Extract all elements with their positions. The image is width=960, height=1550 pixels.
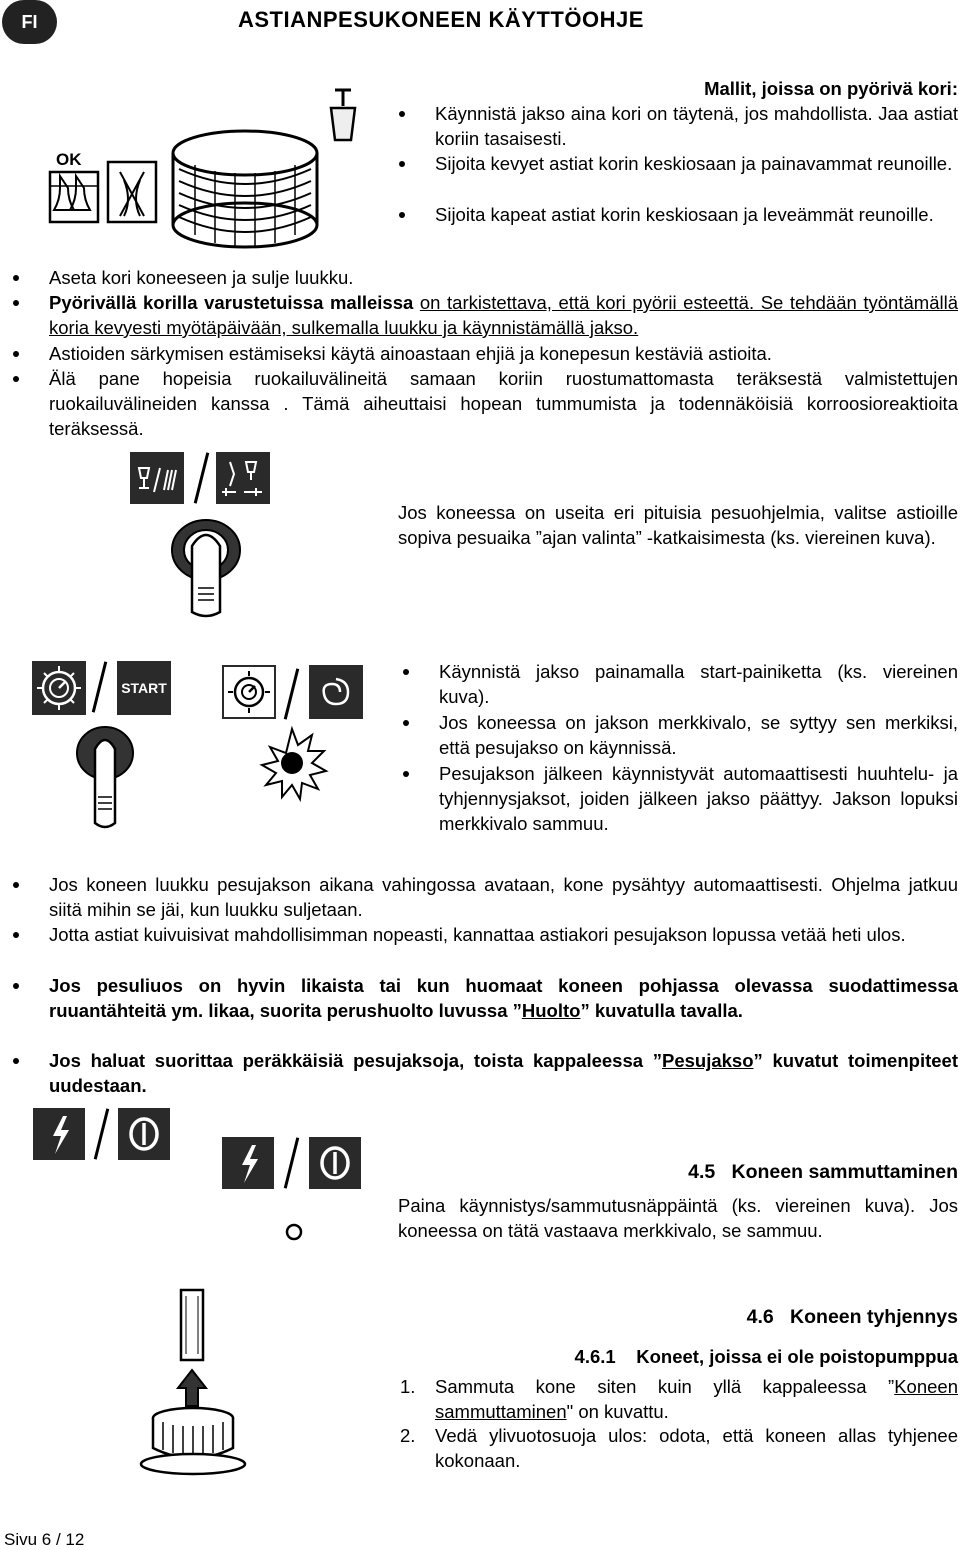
underlined-text: on tarkistettava, että kori pyörii esteettä. Se tehdään työntämällä koria kevyesti myötäpäivään, sulkemalla luukku ja käynnistämällä jakso. <box>49 292 958 338</box>
section-title: Koneen tyhjennys <box>790 1306 958 1328</box>
start-button-icon <box>117 661 171 715</box>
list-item-text: Käynnistä jakso painamalla start-painiketta (ks. viereinen kuva). <box>439 661 958 707</box>
list-item <box>13 973 958 1023</box>
note-text: Jos haluat suorittaa peräkkäisiä pesujaksoja, toista kappaleessa ” <box>49 1050 662 1071</box>
section-number: 4.5 <box>688 1161 716 1183</box>
cup-icon <box>325 84 361 146</box>
power-button-icon-2 <box>309 1137 361 1189</box>
list-item-text: Sijoita kevyet astiat korin keskiosaan ja painavammat reunoille. <box>435 153 953 174</box>
section-number: 4.6 <box>746 1306 774 1328</box>
indicator-light-off-icon <box>284 1222 304 1242</box>
rotary-knob-icon <box>168 518 244 618</box>
step-text: Vedä ylivuotosuoja ulos: odota, että koneen allas tyhjenee kokonaan. <box>435 1425 958 1471</box>
push-button-finger-icon <box>75 725 135 835</box>
rotating-basket-illustration <box>165 125 325 250</box>
list-item <box>13 1048 958 1098</box>
list-item <box>403 761 958 836</box>
step-text <box>435 1374 958 1424</box>
program-dial-icon <box>32 661 86 715</box>
program-dial-icon-2 <box>222 665 276 719</box>
list-item <box>13 366 958 441</box>
power-lightning-icon-2 <box>222 1137 274 1189</box>
divider-slash <box>94 1108 109 1159</box>
list-item <box>399 101 958 151</box>
list-item <box>13 872 958 922</box>
start-label: START <box>121 680 167 696</box>
list-item-text <box>49 973 958 1023</box>
list-item <box>13 265 958 290</box>
section-4-5-heading <box>560 1160 958 1185</box>
ok-label: OK <box>56 150 82 169</box>
cycle-indicator-icon <box>309 665 363 719</box>
list-item-text: Pesujakson jälkeen käynnistyvät automaattisesti huuhtelu- ja tyhjennysjaksot, joiden jälkeen jakso päättyy. Jakson lopuksi merkkivalo sammuu. <box>439 763 958 834</box>
ok-glasses-illustration <box>48 152 160 224</box>
note-text: ” kuvatulla tavalla. <box>580 1000 743 1021</box>
section-4-5-text: Paina käynnistys/sammutusnäppäintä (ks. viereinen kuva). Jos koneessa on tätä vastaava merkkivalo, se sammuu. <box>398 1195 958 1241</box>
power-lightning-icon <box>33 1108 85 1160</box>
program-select-text: Jos koneessa on useita eri pituisia pesuohjelmia, valitse astioille sopiva pesuaika ”ajan valinta” -katkaisimesta (ks. viereinen kuva). <box>398 502 958 548</box>
section-title: Koneen sammuttaminen <box>731 1161 958 1183</box>
step-text-part: " on kuvattu. <box>566 1401 669 1422</box>
list-item <box>399 202 958 227</box>
numbered-step <box>400 1374 958 1424</box>
list-item-text: Astioiden särkymisen estämiseksi käytä ainoastaan ehjiä ja konepesun kestäviä astioita. <box>49 343 772 364</box>
step-number: 2. <box>400 1425 416 1446</box>
section-4-6-heading <box>560 1305 958 1330</box>
list-item-text: Jotta astiat kuivuisivat mahdollisimman nopeasti, kannattaa astiakori pesujakson lopussa vetää heti ulos. <box>49 924 906 945</box>
section-4-6-1-heading <box>500 1344 958 1369</box>
list-item-text: Käynnistä jakso aina kori on täytenä, jos mahdollista. Jaa astiat koriin tasaisesti. <box>435 103 958 149</box>
pesujakso-link[interactable]: Pesujakso <box>662 1050 754 1071</box>
list-item <box>13 290 958 340</box>
page-number: Sivu 6 / 12 <box>4 1530 85 1549</box>
numbered-step <box>400 1423 958 1473</box>
list-item <box>399 151 958 176</box>
step-text-part: Sammuta kone siten kuin yllä kappaleessa ” <box>435 1376 895 1397</box>
divider-slash <box>92 661 107 712</box>
divider-slash <box>194 452 209 503</box>
rotating-basket-heading: Mallit, joissa on pyörivä kori: <box>704 78 958 99</box>
huolto-link[interactable]: Huolto <box>521 1000 581 1021</box>
list-item-text: Aseta kori koneeseen ja sulje luukku. <box>49 267 354 288</box>
list-item-text: Jos koneessa on jakson merkkivalo, se syttyy sen merkiksi, että pesujakso on käynnissä. <box>439 712 958 758</box>
bold-text: Pyörivällä korilla varustetuissa malleissa <box>49 292 414 313</box>
step-number: 1. <box>400 1376 416 1397</box>
intensive-program-icon <box>216 452 270 504</box>
list-item <box>13 341 958 366</box>
power-button-icon <box>118 1108 170 1160</box>
note-text: Jos pesuliuos on hyvin likaista tai kun huomaat koneen pohjassa olevassa suodattimessa ruuantähteitä ym. likaa, suorita perushuolto luvussa ” <box>49 975 958 1021</box>
list-item <box>13 922 958 947</box>
list-item-text <box>49 1048 958 1098</box>
koneen-sammuttaminen-link[interactable]: Koneen sammuttaminen <box>435 1376 958 1422</box>
overflow-guard-illustration <box>138 1288 248 1478</box>
list-item <box>403 710 958 760</box>
subsection-title: Koneet, joissa ei ole poistopumppua <box>636 1346 958 1367</box>
glass-cutlery-program-icon <box>130 452 184 504</box>
document-title: ASTIANPESUKONEEN KÄYTTÖOHJE <box>238 7 644 32</box>
list-item-text <box>49 290 958 340</box>
divider-slash <box>284 1137 299 1188</box>
list-item-text: Jos koneen luukku pesujakson aikana vahingossa avataan, kone pysähtyy automaattisesti. Ohjelma jatkuu siitä mihin se jäi, kun luukku suljetaan. <box>49 874 958 920</box>
list-item <box>403 659 958 709</box>
language-badge: FI <box>2 0 57 44</box>
note-text: ” kuvatut toimenpiteet uudestaan. <box>49 1050 958 1096</box>
subsection-number: 4.6.1 <box>574 1346 616 1367</box>
divider-slash <box>284 668 299 719</box>
list-item-text: Älä pane hopeisia ruokailuvälineitä samaan koriin ruostumattomasta teräksestä valmistettujen ruokailuvälineiden kanssa . Tämä aiheuttaisi hopean tummumista ja todennäköisiä korroosioreaktioita teräksessä. <box>49 368 958 439</box>
indicator-light-on-icon <box>255 725 330 800</box>
list-item-text: Sijoita kapeat astiat korin keskiosaan ja leveämmät reunoille. <box>435 204 934 225</box>
